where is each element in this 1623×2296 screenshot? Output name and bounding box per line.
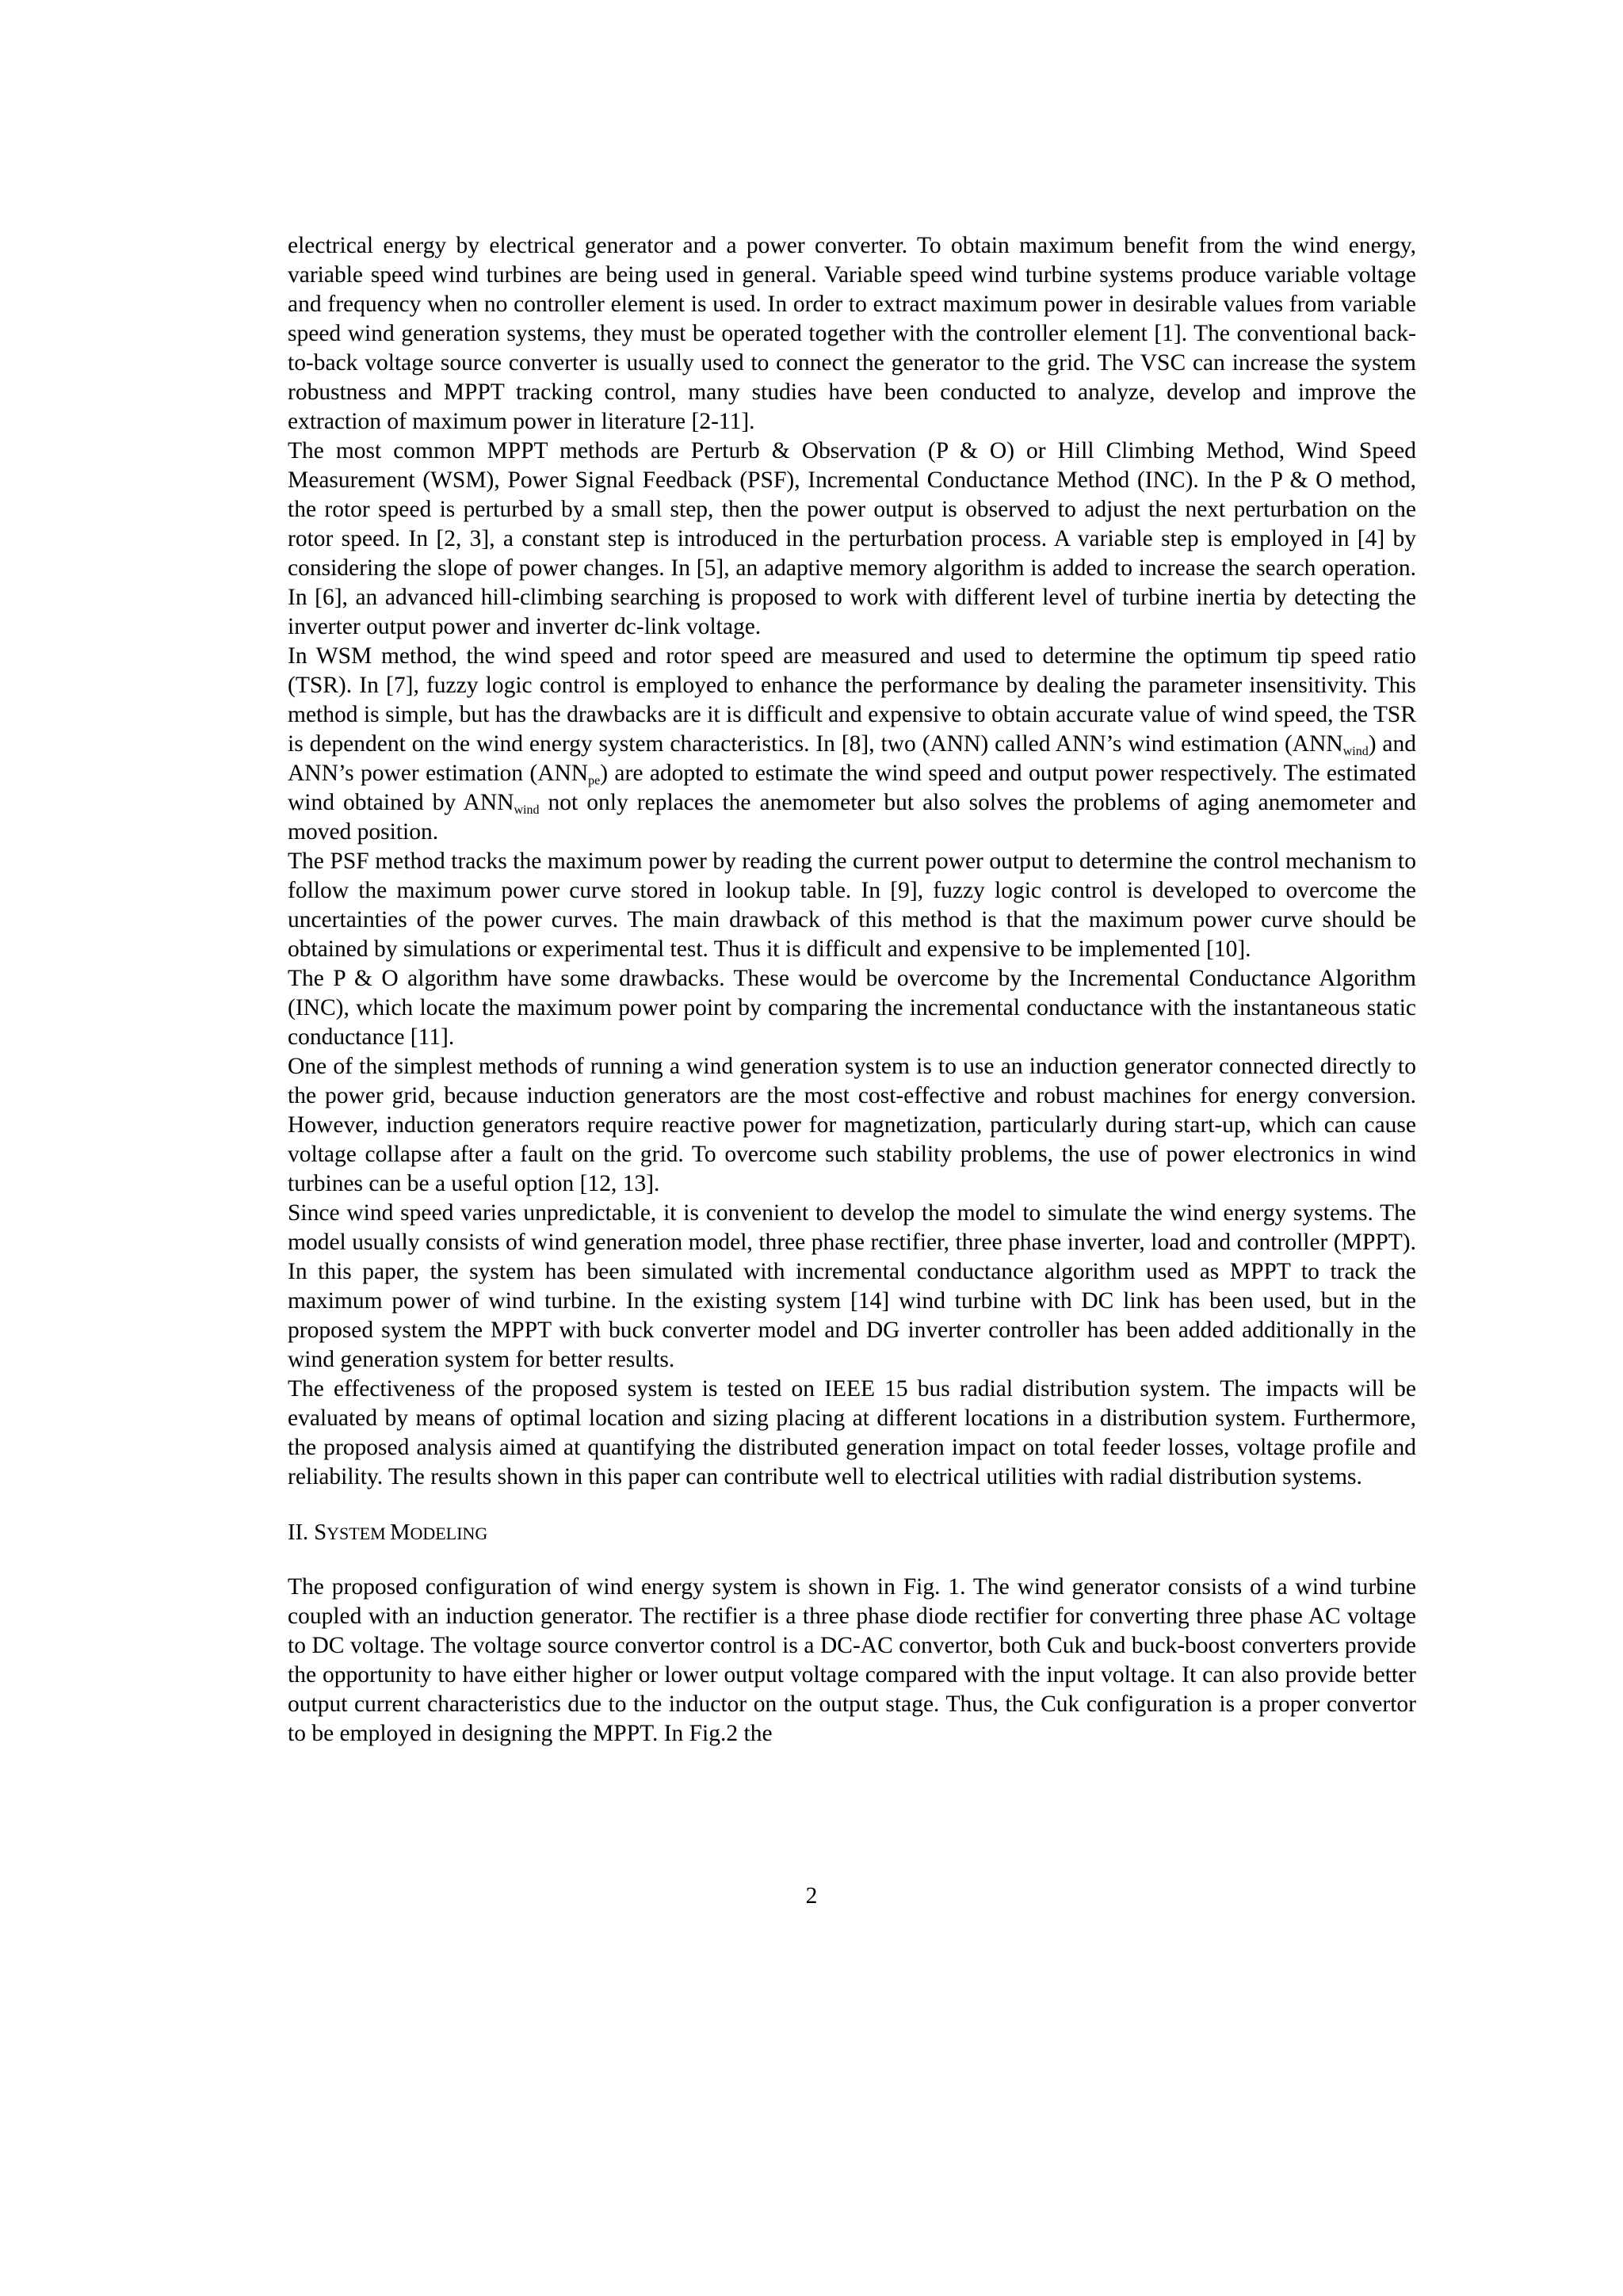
subscript-wind-2: wind xyxy=(514,803,540,817)
paragraph-induction-generator: One of the simplest methods of running a wind generation system is to use an induction generator connected directly to the power grid, because induction generators are the most cost-effective and robust machines for energy conversion. However, induction generators require reactive power for magnetization, particularly during start-up, which can cause voltage collapse after a fault on the grid. To overcome such stability problems, the use of power electronics in wind turbines can be a useful option [12, 13]. xyxy=(288,1054,1416,1196)
wsm-text-part-3: ) are adopted to estimate the wind speed and output power respectively. The estimated wind obtained by ANN xyxy=(288,761,1416,815)
page-number: 2 xyxy=(805,1883,818,1909)
paragraph-system-configuration: The proposed configuration of wind energy system is shown in Fig. 1. The wind generator consists of a wind turbine coupled with an induction generator. The rectifier is a three phase diode rectifier for converting three phase AC voltage to DC voltage. The voltage source convertor control is a DC-AC convertor, both Cuk and buck-boost converters provide the opportunity to have either higher or lower output voltage compared with the input voltage. It can also provide better output current characteristics due to the inductor on the output stage. Thus, the Cuk configuration is a proper convertor to be employed in designing the MPPT. In Fig.2 the xyxy=(288,1574,1416,1746)
section-heading-system-modeling xyxy=(288,1518,1416,1548)
subscript-pe: pe xyxy=(588,774,601,788)
wsm-text-part-4: not only replaces the anemometer but also solves the problems of aging anemometer and moved position. xyxy=(288,790,1416,845)
heading-small-caps-ystem: YSTEM xyxy=(327,1524,391,1543)
section-number: II. xyxy=(288,1520,315,1545)
paragraph-effectiveness: The effectiveness of the proposed system is tested on IEEE 15 bus radial distribution system. The impacts will be evaluated by means of optimal location and sizing placing at different locations in a distribution system. Furthermore, the proposed analysis aimed at quantifying the distributed generation impact on total feeder losses, voltage profile and reliability. The results shown in this paper can contribute well to electrical utilities with radial distribution systems. xyxy=(288,1376,1416,1489)
paragraph-psf-method: The PSF method tracks the maximum power by reading the current power output to determine the control mechanism to follow the maximum power curve stored in lookup table. In [9], fuzzy logic control is developed to overcome the uncertainties of the power curves. The main drawback of this method is that the maximum power curve should be obtained by simulations or experimental test. Thus it is difficult and expensive to be implemented [10]. xyxy=(288,849,1416,962)
subscript-wind-1: wind xyxy=(1342,745,1369,758)
paragraph-simulation-model: Since wind speed varies unpredictable, it is convenient to develop the model to simulate the wind energy systems. The model usually consists of wind generation model, three phase rectifier, three phase inverter, load and controller (MPPT). In this paper, the system has been simulated with incremental conductance algorithm used as MPPT to track the maximum power of wind turbine. In the existing system [14] wind turbine with DC link has been used, but in the proposed system the MPPT with buck converter model and DG inverter controller has been added additionally in the wind generation system for better results. xyxy=(288,1200,1416,1372)
paragraph-inc-algorithm: The P & O algorithm have some drawbacks. These would be overcome by the Incremental Conductance Algorithm (INC), which locate the maximum power point by comparing the incremental conductance with the instantaneous static conductance [11]. xyxy=(288,966,1416,1050)
paragraph-wsm-method xyxy=(288,642,1416,847)
heading-initial-m: M xyxy=(390,1520,411,1545)
body-text-column xyxy=(288,231,1416,1749)
paragraph-mppt-methods: The most common MPPT methods are Perturb & Observation (P & O) or Hill Climbing Method, Wind Speed Measurement (WSM), Power Signal Feedback (PSF), Incremental Conductance Method (INC). In the P & O method, the rotor speed is perturbed by a small step, then the power output is observed to adjust the next perturbation on the rotor speed. In [2, 3], a constant step is introduced in the perturbation process. A variable step is employed in [4] by considering the slope of power changes. In [5], an adaptive memory algorithm is added to increase the search operation. In [6], an advanced hill-climbing searching is proposed to work with different level of turbine inertia by detecting the inverter output power and inverter dc-link voltage. xyxy=(288,438,1416,639)
paragraph-intro-continued: electrical energy by electrical generator and a power converter. To obtain maximum benefit from the wind energy, variable speed wind turbines are being used in general. Variable speed wind turbine systems produce variable voltage and frequency when no controller element is used. In order to extract maximum power in desirable values from variable speed wind generation systems, they must be operated together with the controller element [1]. The conventional back-to-back voltage source converter is usually used to connect the generator to the grid. The VSC can increase the system robustness and MPPT tracking control, many studies have been conducted to analyze, develop and improve the extraction of maximum power in literature [2-11]. xyxy=(288,233,1416,434)
heading-small-caps-odeling: ODELING xyxy=(410,1524,488,1543)
wsm-text-part-1: In WSM method, the wind speed and rotor speed are measured and used to determine the optimum tip speed ratio (TSR). In [7], fuzzy logic control is employed to enhance the performance by dealing the parameter insensitivity. This method is simple, but has the drawbacks are it is difficult and expensive to obtain accurate value of wind speed, the TSR is dependent on the wind energy system characteristics. In [8], two (ANN) called ANN’s wind estimation (ANN xyxy=(288,643,1416,757)
heading-initial-s: S xyxy=(314,1520,327,1545)
wsm-text-part-2: ) and ANN’s power estimation (ANN xyxy=(288,731,1416,786)
